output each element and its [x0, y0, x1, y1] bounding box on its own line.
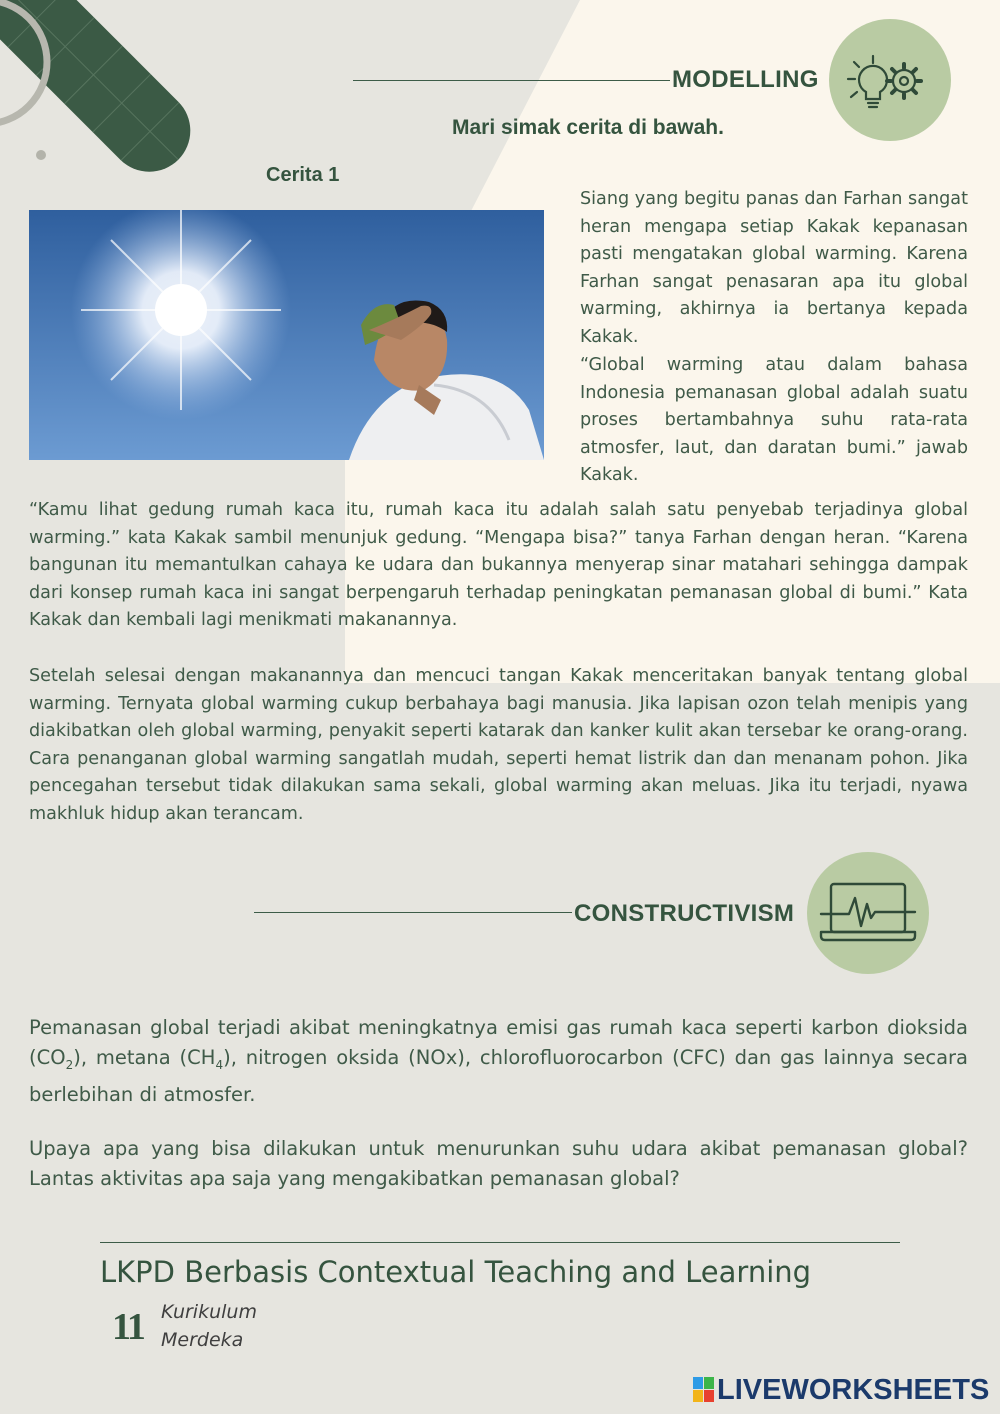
constructivism-p1-text-a: Pemanasan global terjadi akibat meningkatnya emisi gas rumah kaca seperti karbon dioksida (CO [29, 1016, 968, 1069]
sun-man-illustration [29, 210, 544, 460]
footer-title: LKPD Berbasis Contextual Teaching and Learning [100, 1255, 812, 1289]
footer-divider [100, 1242, 900, 1243]
constructivism-paragraph-1 [29, 1013, 968, 1110]
modelling-divider [353, 80, 670, 81]
story-paragraph-1: Siang yang begitu panas dan Farhan sangat heran mengapa setiap Kakak kepanasan pasti mengatakan global warming. Karena Farhan sangat penasaran apa itu global warming, akhirnya ia bertanya kepada Kakak. [580, 189, 968, 347]
curriculum-line-2: Merdeka [161, 1329, 244, 1351]
modelling-subtitle: Mari simak cerita di bawah. [452, 116, 724, 139]
story-paragraph-2: “Global warming atau dalam bahasa Indonesia pemanasan global adalah suatu proses bertambahnya suhu rata-rata atmosfer, laut, dan daratan bumi.” jawab Kakak. [580, 355, 968, 486]
watermark-brand: LIVEWORKSHEETS [717, 1373, 990, 1406]
constructivism-divider [254, 912, 572, 913]
story-paragraph-4: Setelah selesai dengan makanannya dan mencuci tangan Kakak menceritakan banyak tentang global warming. Ternyata global warming cukup berbahaya bagi manusia. Jika lapisan ozon telah menipis yang diakibatkan oleh global warming, penyakit seperti katarak dan kanker kulit akan tersebar ke orang-orang. Cara penanganan global warming sangatlah mudah, seperti hemat listrik dan dan menanam pohon. Jika pencegahan tersebut tidak dilakukan sama sekali, global warming akan meluas. Jika itu terjadi, nyawa makhluk hidup akan terancam. [29, 666, 968, 824]
constructivism-p1-text-c: ), nitrogen oksida (NOx), chlorofluorocarbon (CFC) dan gas lainnya secara berlebihan di atmosfer. [29, 1046, 968, 1106]
ch4-subscript: 4 [215, 1057, 224, 1072]
constructivism-icon-circle [807, 852, 929, 974]
page-number: 11 [112, 1306, 144, 1348]
story-label: Cerita 1 [266, 164, 340, 186]
lightbulb-gear-icon [829, 19, 951, 141]
story-paragraph-3: “Kamu lihat gedung rumah kaca itu, rumah kaca itu adalah salah satu penyebab terjadinya global warming.” kata Kakak sambil menunjuk gedung. “Mengapa bisa?” tanya Farhan dengan heran. “Karena bangunan itu memantulkan cahaya ke udara dan bukannya menyerap sinar matahari sehingga dampak dari konsep rumah kaca ini sangat berpengaruh terhadap peningkatan pemanasan global di bumi.” Kata Kakak dan kembali lagi menikmati makanannya. [29, 500, 968, 631]
constructivism-p1-text-b: ), metana (CH [73, 1046, 216, 1069]
curriculum-line-1: Kurikulum [161, 1301, 257, 1323]
liveworksheets-badge-icon [693, 1377, 715, 1403]
laptop-heartbeat-icon [807, 852, 929, 974]
co2-subscript: 2 [65, 1057, 74, 1072]
modelling-title: MODELLING [672, 66, 819, 93]
story-photo [29, 210, 544, 460]
constructivism-title: CONSTRUCTIVISM [574, 900, 795, 927]
constructivism-paragraph-2: Upaya apa yang bisa dilakukan untuk menurunkan suhu udara akibat pemanasan global? Lantas aktivitas apa saja yang mengakibatkan pemanasan global? [29, 1137, 968, 1190]
liveworksheets-logo[interactable] [693, 1373, 989, 1407]
modelling-icon-circle [829, 19, 951, 141]
